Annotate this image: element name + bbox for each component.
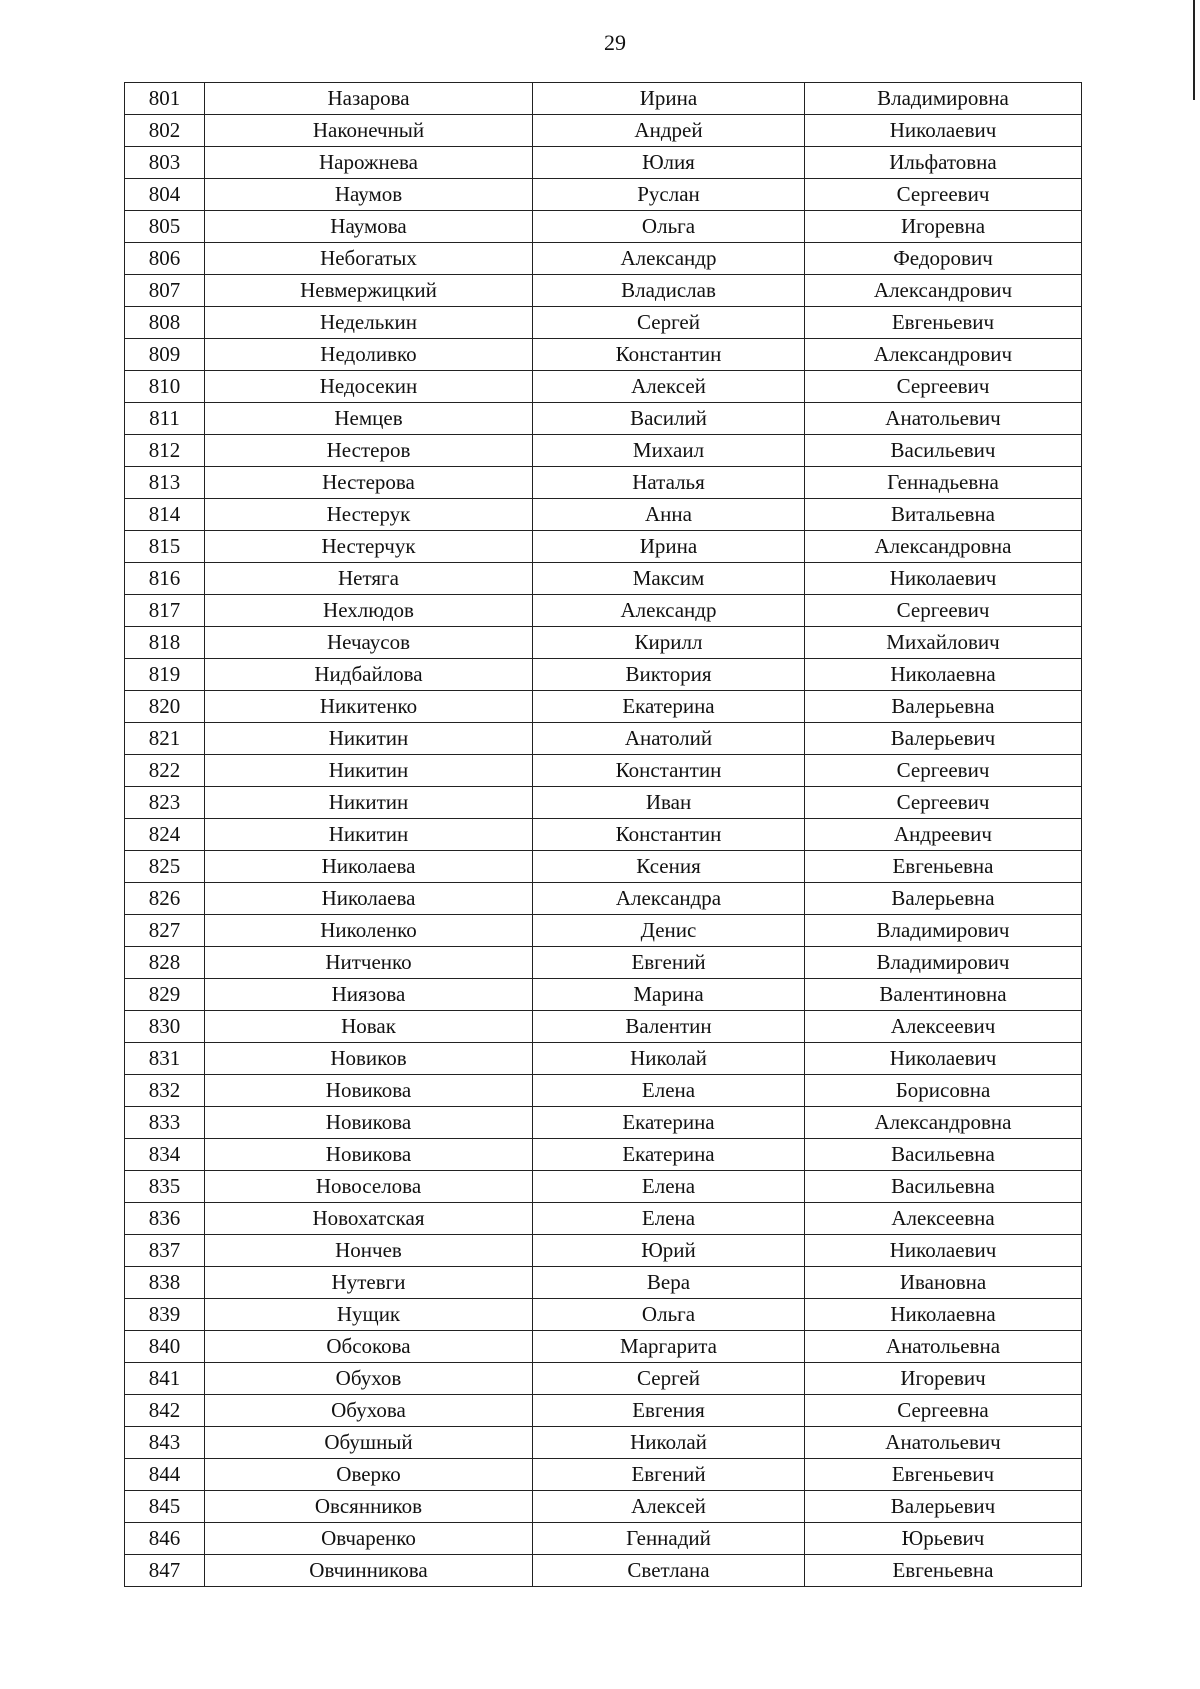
names-table-body [125, 83, 1082, 1587]
row-number-cell: 816 [125, 563, 205, 595]
patronymic-cell: Николаевна [805, 1299, 1082, 1331]
patronymic-cell: Валерьевич [805, 723, 1082, 755]
row-number-cell: 839 [125, 1299, 205, 1331]
first-name-cell: Александр [533, 243, 805, 275]
first-name-cell: Юрий [533, 1235, 805, 1267]
row-number-cell: 818 [125, 627, 205, 659]
patronymic-cell: Сергеевич [805, 787, 1082, 819]
first-name-cell: Вера [533, 1267, 805, 1299]
last-name-cell: Нущик [205, 1299, 533, 1331]
last-name-cell: Обушный [205, 1427, 533, 1459]
last-name-cell: Нехлюдов [205, 595, 533, 627]
patronymic-cell: Валентиновна [805, 979, 1082, 1011]
patronymic-cell: Юрьевич [805, 1523, 1082, 1555]
patronymic-cell: Евгеньевич [805, 1459, 1082, 1491]
first-name-cell: Владислав [533, 275, 805, 307]
row-number-cell: 846 [125, 1523, 205, 1555]
patronymic-cell: Николаевич [805, 1235, 1082, 1267]
patronymic-cell: Сергеевич [805, 371, 1082, 403]
patronymic-cell: Евгеньевна [805, 1555, 1082, 1587]
row-number-cell: 842 [125, 1395, 205, 1427]
last-name-cell: Наумова [205, 211, 533, 243]
last-name-cell: Новохатская [205, 1203, 533, 1235]
patronymic-cell: Сергеевич [805, 595, 1082, 627]
table-row [125, 1235, 1082, 1267]
last-name-cell: Нестерук [205, 499, 533, 531]
table-row [125, 979, 1082, 1011]
last-name-cell: Новиков [205, 1043, 533, 1075]
last-name-cell: Новикова [205, 1107, 533, 1139]
last-name-cell: Невмержицкий [205, 275, 533, 307]
row-number-cell: 826 [125, 883, 205, 915]
table-row [125, 1331, 1082, 1363]
row-number-cell: 832 [125, 1075, 205, 1107]
first-name-cell: Ксения [533, 851, 805, 883]
last-name-cell: Овсянников [205, 1491, 533, 1523]
table-row [125, 1107, 1082, 1139]
patronymic-cell: Алексеевна [805, 1203, 1082, 1235]
patronymic-cell: Александровна [805, 1107, 1082, 1139]
row-number-cell: 805 [125, 211, 205, 243]
table-row [125, 563, 1082, 595]
row-number-cell: 803 [125, 147, 205, 179]
last-name-cell: Оверко [205, 1459, 533, 1491]
table-row [125, 1075, 1082, 1107]
table-row [125, 243, 1082, 275]
table-row [125, 467, 1082, 499]
row-number-cell: 828 [125, 947, 205, 979]
last-name-cell: Недоливко [205, 339, 533, 371]
last-name-cell: Нетяга [205, 563, 533, 595]
first-name-cell: Ольга [533, 211, 805, 243]
first-name-cell: Сергей [533, 1363, 805, 1395]
row-number-cell: 847 [125, 1555, 205, 1587]
last-name-cell: Никитин [205, 755, 533, 787]
first-name-cell: Максим [533, 563, 805, 595]
last-name-cell: Нитченко [205, 947, 533, 979]
patronymic-cell: Сергеевна [805, 1395, 1082, 1427]
row-number-cell: 802 [125, 115, 205, 147]
table-row [125, 1203, 1082, 1235]
patronymic-cell: Васильевна [805, 1171, 1082, 1203]
patronymic-cell: Ивановна [805, 1267, 1082, 1299]
table-row [125, 83, 1082, 115]
patronymic-cell: Николаевна [805, 659, 1082, 691]
patronymic-cell: Игоревна [805, 211, 1082, 243]
last-name-cell: Николаева [205, 883, 533, 915]
table-row [125, 1267, 1082, 1299]
row-number-cell: 810 [125, 371, 205, 403]
patronymic-cell: Николаевич [805, 1043, 1082, 1075]
row-number-cell: 801 [125, 83, 205, 115]
table-row [125, 883, 1082, 915]
patronymic-cell: Анатольевич [805, 403, 1082, 435]
first-name-cell: Кирилл [533, 627, 805, 659]
table-row [125, 339, 1082, 371]
first-name-cell: Алексей [533, 1491, 805, 1523]
row-number-cell: 809 [125, 339, 205, 371]
row-number-cell: 840 [125, 1331, 205, 1363]
last-name-cell: Нутевги [205, 1267, 533, 1299]
last-name-cell: Обухова [205, 1395, 533, 1427]
patronymic-cell: Васильевич [805, 435, 1082, 467]
patronymic-cell: Евгеньевна [805, 851, 1082, 883]
patronymic-cell: Владимирович [805, 947, 1082, 979]
first-name-cell: Николай [533, 1427, 805, 1459]
first-name-cell: Константин [533, 755, 805, 787]
table-row [125, 723, 1082, 755]
scan-edge-line [1193, 0, 1195, 100]
table-row [125, 1139, 1082, 1171]
first-name-cell: Константин [533, 819, 805, 851]
last-name-cell: Нестерчук [205, 531, 533, 563]
last-name-cell: Недосекин [205, 371, 533, 403]
last-name-cell: Никитенко [205, 691, 533, 723]
patronymic-cell: Александровна [805, 531, 1082, 563]
page-number: 29 [604, 30, 626, 55]
first-name-cell: Ирина [533, 531, 805, 563]
row-number-cell: 822 [125, 755, 205, 787]
first-name-cell: Екатерина [533, 691, 805, 723]
row-number-cell: 837 [125, 1235, 205, 1267]
table-row [125, 947, 1082, 979]
patronymic-cell: Анатольевна [805, 1331, 1082, 1363]
patronymic-cell: Александрович [805, 339, 1082, 371]
first-name-cell: Ольга [533, 1299, 805, 1331]
row-number-cell: 845 [125, 1491, 205, 1523]
first-name-cell: Сергей [533, 307, 805, 339]
table-row [125, 1491, 1082, 1523]
table-row [125, 1555, 1082, 1587]
table-row [125, 1011, 1082, 1043]
table-row [125, 1427, 1082, 1459]
table-row [125, 1363, 1082, 1395]
row-number-cell: 838 [125, 1267, 205, 1299]
last-name-cell: Нечаусов [205, 627, 533, 659]
row-number-cell: 815 [125, 531, 205, 563]
row-number-cell: 825 [125, 851, 205, 883]
patronymic-cell: Алексеевич [805, 1011, 1082, 1043]
table-row [125, 307, 1082, 339]
table-row [125, 147, 1082, 179]
last-name-cell: Никитин [205, 723, 533, 755]
last-name-cell: Немцев [205, 403, 533, 435]
table-row [125, 403, 1082, 435]
table-row [125, 659, 1082, 691]
last-name-cell: Обухов [205, 1363, 533, 1395]
patronymic-cell: Геннадьевна [805, 467, 1082, 499]
row-number-cell: 836 [125, 1203, 205, 1235]
last-name-cell: Назарова [205, 83, 533, 115]
table-row [125, 371, 1082, 403]
first-name-cell: Юлия [533, 147, 805, 179]
row-number-cell: 834 [125, 1139, 205, 1171]
first-name-cell: Наталья [533, 467, 805, 499]
last-name-cell: Обсокова [205, 1331, 533, 1363]
first-name-cell: Евгений [533, 1459, 805, 1491]
first-name-cell: Михаил [533, 435, 805, 467]
patronymic-cell: Ильфатовна [805, 147, 1082, 179]
table-row [125, 627, 1082, 659]
patronymic-cell: Андреевич [805, 819, 1082, 851]
row-number-cell: 831 [125, 1043, 205, 1075]
row-number-cell: 823 [125, 787, 205, 819]
patronymic-cell: Евгеньевич [805, 307, 1082, 339]
first-name-cell: Елена [533, 1075, 805, 1107]
table-row [125, 915, 1082, 947]
last-name-cell: Новоселова [205, 1171, 533, 1203]
first-name-cell: Руслан [533, 179, 805, 211]
patronymic-cell: Михайлович [805, 627, 1082, 659]
patronymic-cell: Валерьевна [805, 691, 1082, 723]
table-row [125, 179, 1082, 211]
row-number-cell: 833 [125, 1107, 205, 1139]
names-table [124, 82, 1082, 1587]
row-number-cell: 807 [125, 275, 205, 307]
patronymic-cell: Валерьевич [805, 1491, 1082, 1523]
first-name-cell: Екатерина [533, 1107, 805, 1139]
first-name-cell: Ирина [533, 83, 805, 115]
row-number-cell: 812 [125, 435, 205, 467]
first-name-cell: Александр [533, 595, 805, 627]
patronymic-cell: Федорович [805, 243, 1082, 275]
patronymic-cell: Сергеевич [805, 755, 1082, 787]
patronymic-cell: Валерьевна [805, 883, 1082, 915]
row-number-cell: 813 [125, 467, 205, 499]
patronymic-cell: Владимирович [805, 915, 1082, 947]
row-number-cell: 804 [125, 179, 205, 211]
table-row [125, 211, 1082, 243]
last-name-cell: Ниязова [205, 979, 533, 1011]
first-name-cell: Андрей [533, 115, 805, 147]
row-number-cell: 827 [125, 915, 205, 947]
first-name-cell: Елена [533, 1171, 805, 1203]
first-name-cell: Александра [533, 883, 805, 915]
patronymic-cell: Анатольевич [805, 1427, 1082, 1459]
row-number-cell: 843 [125, 1427, 205, 1459]
row-number-cell: 820 [125, 691, 205, 723]
last-name-cell: Овчаренко [205, 1523, 533, 1555]
table-row [125, 1459, 1082, 1491]
row-number-cell: 808 [125, 307, 205, 339]
table-row [125, 1299, 1082, 1331]
first-name-cell: Екатерина [533, 1139, 805, 1171]
table-row [125, 275, 1082, 307]
first-name-cell: Геннадий [533, 1523, 805, 1555]
first-name-cell: Денис [533, 915, 805, 947]
first-name-cell: Иван [533, 787, 805, 819]
first-name-cell: Николай [533, 1043, 805, 1075]
last-name-cell: Николенко [205, 915, 533, 947]
table-row [125, 755, 1082, 787]
patronymic-cell: Владимировна [805, 83, 1082, 115]
last-name-cell: Наумов [205, 179, 533, 211]
last-name-cell: Нидбайлова [205, 659, 533, 691]
first-name-cell: Анатолий [533, 723, 805, 755]
patronymic-cell: Николаевич [805, 115, 1082, 147]
first-name-cell: Анна [533, 499, 805, 531]
row-number-cell: 806 [125, 243, 205, 275]
first-name-cell: Константин [533, 339, 805, 371]
first-name-cell: Евгений [533, 947, 805, 979]
patronymic-cell: Сергеевич [805, 179, 1082, 211]
patronymic-cell: Николаевич [805, 563, 1082, 595]
row-number-cell: 811 [125, 403, 205, 435]
patronymic-cell: Александрович [805, 275, 1082, 307]
row-number-cell: 824 [125, 819, 205, 851]
table-row [125, 819, 1082, 851]
table-row [125, 851, 1082, 883]
first-name-cell: Алексей [533, 371, 805, 403]
last-name-cell: Николаева [205, 851, 533, 883]
patronymic-cell: Игоревич [805, 1363, 1082, 1395]
last-name-cell: Наконечный [205, 115, 533, 147]
row-number-cell: 821 [125, 723, 205, 755]
last-name-cell: Нончев [205, 1235, 533, 1267]
table-row [125, 435, 1082, 467]
row-number-cell: 814 [125, 499, 205, 531]
table-row [125, 499, 1082, 531]
row-number-cell: 844 [125, 1459, 205, 1491]
table-row [125, 595, 1082, 627]
patronymic-cell: Витальевна [805, 499, 1082, 531]
table-row [125, 1523, 1082, 1555]
last-name-cell: Овчинникова [205, 1555, 533, 1587]
last-name-cell: Никитин [205, 819, 533, 851]
table-row [125, 691, 1082, 723]
last-name-cell: Никитин [205, 787, 533, 819]
table-row [125, 1043, 1082, 1075]
last-name-cell: Новак [205, 1011, 533, 1043]
last-name-cell: Небогатых [205, 243, 533, 275]
row-number-cell: 829 [125, 979, 205, 1011]
patronymic-cell: Васильевна [805, 1139, 1082, 1171]
table-row [125, 787, 1082, 819]
row-number-cell: 817 [125, 595, 205, 627]
first-name-cell: Марина [533, 979, 805, 1011]
first-name-cell: Евгения [533, 1395, 805, 1427]
row-number-cell: 841 [125, 1363, 205, 1395]
table-row [125, 531, 1082, 563]
table-row [125, 1395, 1082, 1427]
table-row [125, 1171, 1082, 1203]
last-name-cell: Неделькин [205, 307, 533, 339]
first-name-cell: Маргарита [533, 1331, 805, 1363]
row-number-cell: 819 [125, 659, 205, 691]
row-number-cell: 830 [125, 1011, 205, 1043]
table-row [125, 115, 1082, 147]
first-name-cell: Валентин [533, 1011, 805, 1043]
patronymic-cell: Борисовна [805, 1075, 1082, 1107]
last-name-cell: Нарожнева [205, 147, 533, 179]
first-name-cell: Виктория [533, 659, 805, 691]
row-number-cell: 835 [125, 1171, 205, 1203]
first-name-cell: Елена [533, 1203, 805, 1235]
first-name-cell: Светлана [533, 1555, 805, 1587]
first-name-cell: Василий [533, 403, 805, 435]
last-name-cell: Нестеров [205, 435, 533, 467]
last-name-cell: Новикова [205, 1139, 533, 1171]
last-name-cell: Новикова [205, 1075, 533, 1107]
last-name-cell: Нестерова [205, 467, 533, 499]
